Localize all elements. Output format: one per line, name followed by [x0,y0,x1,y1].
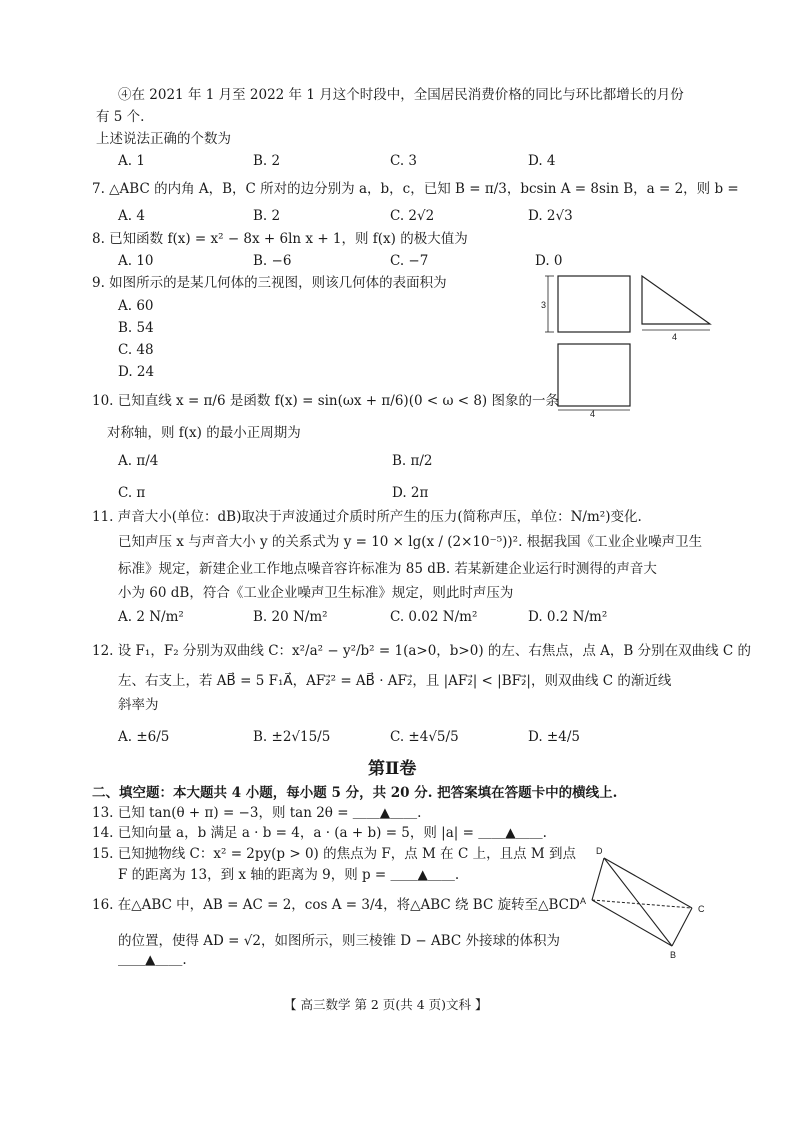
q8-text: 8. 已知函数 f(x) = x² − 8x + 6ln x + 1，则 f(x) 的极大值为 [92,231,468,247]
q8-option-d: D. 0 [535,253,563,269]
height-dim-label: 3 [541,300,547,310]
q8-option-c: C. −7 [390,253,429,269]
q12-option-b: B. ±2√15/5 [253,729,331,745]
vertex-label-D: D [596,846,603,856]
top-width-dim-label: 4 [590,409,596,419]
vertex-label-C: C [698,904,705,914]
q12-option-c: C. ±4√5/5 [390,729,459,745]
edge-AB [592,900,672,946]
q12-text-line2: 左、右支上，若 AB⃗ = 5 F₁A⃗，AF₂⃗² = AB⃗ · AF₂⃗，且 |AF₂⃗| < |BF₂⃗|，则双曲线 C 的渐近线 [118,673,672,689]
q11-option-c: C. 0.02 N/m² [390,609,478,625]
q7-text: 7. △ABC 的内角 A，B，C 所对的边分别为 a，b，c，已知 B = π/3，bcsin A = 8sin B，a = 2，则 b = [92,181,739,197]
q7-option-b: B. 2 [253,208,281,224]
q14-text: 14. 已知向量 a，b 满足 a · b = 4，a · (a + b) = 5，则 |a| = ＿＿▲＿＿. [92,825,547,841]
vertex-label-A: A [580,896,587,906]
q9-option-a: A. 60 [118,298,154,314]
q9-option-b: B. 54 [118,320,154,336]
q10-option-a: A. π/4 [118,453,159,469]
q11-text-line1: 11. 声音大小(单位：dB)取决于声波通过介质时所产生的压力(简称声压，单位：N/m²)变化. [92,509,642,525]
item4-line1: ④在 2021 年 1 月至 2022 年 1 月这个时段中，全国居民消费价格的同比与环比都增长的月份 [118,87,684,103]
q11-text-line2: 已知声压 x 与声音大小 y 的关系式为 y = 10 × lg(x / (2×10⁻⁵))². 根据我国《工业企业噪声卫生 [118,534,703,550]
edge-DA [592,858,604,900]
q9-option-c: C. 48 [118,342,154,358]
side-view-triangle [642,276,710,324]
top-view-rect [558,344,630,406]
front-view-rect [558,276,630,332]
q7-option-a: A. 4 [118,208,145,224]
q13-text: 13. 已知 tan(θ + π) = −3，则 tan 2θ = ＿＿▲＿＿. [92,805,422,821]
q8-option-a: A. 10 [118,253,154,269]
q11-option-a: A. 2 N/m² [118,609,184,625]
q8-option-b: B. −6 [253,253,292,269]
tetrahedron-figure [580,842,718,964]
q15-text-line1: 15. 已知抛物线 C：x² = 2py(p > 0) 的焦点为 F，点 M 在 C 上，且点 M 到点 [92,846,576,862]
q16-text-line1: 16. 在△ABC 中，AB = AC = 2，cos A = 3/4，将△ABC 绕 BC 旋转至△BCD [92,897,580,913]
option-d: D. 4 [528,153,556,169]
vertex-label-B: B [670,950,677,960]
q11-option-b: B. 20 N/m² [253,609,328,625]
q10-text-line2: 对称轴，则 f(x) 的最小正周期为 [107,425,301,441]
page-footer: 【 高三数学 第 2 页(共 4 页)文科 】 [284,997,488,1012]
option-a: A. 1 [118,153,145,169]
q7-option-c: C. 2√2 [390,208,435,224]
q9-option-d: D. 24 [118,364,155,380]
q7-option-d: D. 2√3 [528,208,573,224]
q12-text-line3: 斜率为 [118,697,159,713]
fill-in-section-header: 二、填空题：本大题共 4 小题，每小题 5 分，共 20 分. 把答案填在答题卡中的横线上. [92,785,618,801]
option-c: C. 3 [390,153,418,169]
q15-text-line2: F 的距离为 13，到 x 轴的距离为 9，则 p = ＿＿▲＿＿. [118,867,460,883]
q16-text-line3: ＿＿▲＿＿. [118,952,187,968]
q11-option-d: D. 0.2 N/m² [528,609,608,625]
q16-text-line2: 的位置，使得 AD = √2，如图所示，则三棱锥 D − ABC 外接球的体积为 [118,933,560,949]
item4-line2: 有 5 个. [96,109,145,125]
edge-BC [672,908,692,946]
q11-text-line4: 小为 60 dB，符合《工业企业噪声卫生标准》规定，则此时声压为 [118,585,514,601]
q12-option-a: A. ±6/5 [118,729,170,745]
edge-DC [604,858,692,908]
part2-title: 第Ⅱ卷 [368,759,417,779]
q11-text-line3: 标准》规定，新建企业工作地点噪音容许标准为 85 dB. 若某新建企业运行时测得的声音大 [118,561,657,577]
option-b: B. 2 [253,153,281,169]
side-width-dim-label: 4 [672,332,678,342]
conclusion-text: 上述说法正确的个数为 [96,131,231,147]
q10-text-line1: 10. 已知直线 x = π/6 是函数 f(x) = sin(ωx + π/6)(0 < ω < 8) 图象的一条 [92,393,559,409]
q10-option-b: B. π/2 [392,453,433,469]
q10-option-d: D. 2π [392,485,429,501]
q12-option-d: D. ±4/5 [528,729,580,745]
three-view-figure [540,268,720,418]
q10-option-c: C. π [118,485,146,501]
q9-text: 9. 如图所示的是某几何体的三视图，则该几何体的表面积为 [92,275,447,291]
q12-text-line1: 12. 设 F₁，F₂ 分别为双曲线 C：x²/a² − y²/b² = 1(a>0，b>0) 的左、右焦点，点 A，B 分别在双曲线 C 的 [92,643,752,659]
